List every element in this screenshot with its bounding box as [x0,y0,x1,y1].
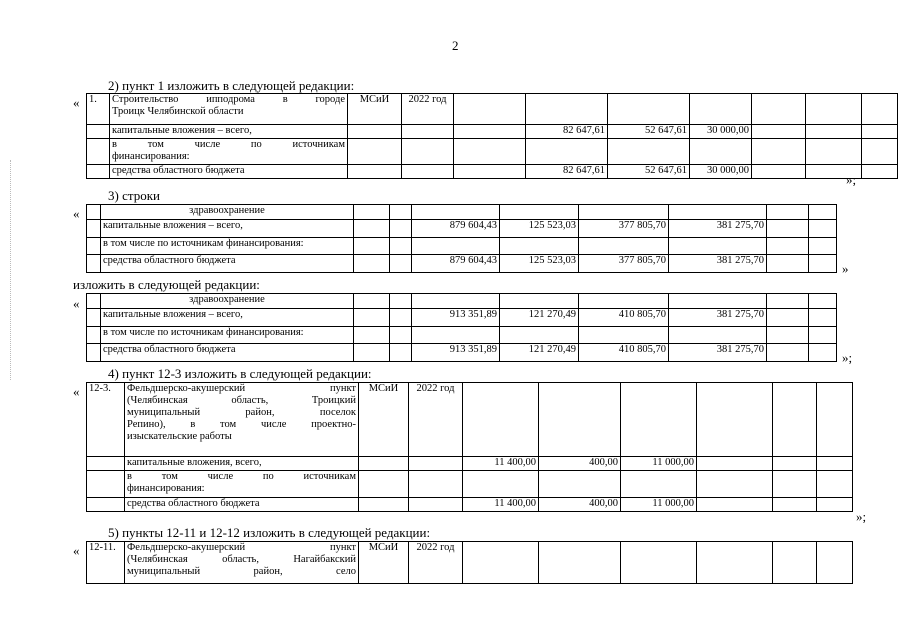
table-row [87,457,853,471]
value-cell: 381 275,70 [669,344,767,362]
value-cell: 913 351,89 [412,344,500,362]
table-row [87,294,837,309]
row-label: капитальные вложения – всего, [101,220,354,238]
row-number: 12-3. [87,383,125,457]
section-3b-open-quote: « [73,296,80,311]
section-3b-table [86,293,837,362]
section-3-open-quote: « [73,206,80,221]
section-3-heading: 3) строки [108,188,160,203]
value-cell: 125 523,03 [500,255,579,273]
row-label: капитальные вложения, всего, [125,457,359,471]
table-row [87,220,837,238]
table-row [87,542,853,584]
year-cell: 2022 год [409,542,463,584]
section-2-heading: 2) пункт 1 изложить в следующей редакции: [108,78,355,93]
value-cell: 30 000,00 [690,125,752,139]
row-label: средства областного бюджета [101,255,354,273]
row-label: средства областного бюджета [110,165,348,179]
year-cell: 2022 год [409,383,463,457]
table-row [87,344,837,362]
section-5-open-quote: « [73,543,80,558]
value-cell: 400,00 [539,498,621,512]
section-3b-close-quote: »; [842,350,853,365]
section-5-table [86,541,853,584]
value-cell: 381 275,70 [669,309,767,327]
section-3b-heading: изложить в следующей редакции: [73,277,260,292]
value-cell: 381 275,70 [669,220,767,238]
table-row [87,327,837,344]
table-row [87,309,837,327]
section-4-open-quote: « [73,384,80,399]
table-row [87,383,853,457]
value-cell: 377 805,70 [579,220,669,238]
year-cell: 2022 год [402,94,454,125]
value-cell: 125 523,03 [500,220,579,238]
row-number: 12-11. [87,542,125,584]
value-cell: 11 400,00 [463,498,539,512]
table-row [87,238,837,255]
object-name: Фельдшерско-акушерский пункт (Челябинская область, Нагайбакский муниципальный район, село [125,542,359,584]
object-name: Фельдшерско-акушерский пункт (Челябинская область, Троицкий муниципальный район, поселок Репино), в том числе проектно- изыскательские работы [125,383,359,457]
object-name: Строительство ипподрома в городе Троицк Челябинской области [110,94,348,125]
row-label: средства областного бюджета [101,344,354,362]
value-cell: 52 647,61 [608,125,690,139]
section-3-table [86,204,837,273]
table-row [87,139,898,165]
value-cell: 30 000,00 [690,165,752,179]
section-2-close-quote: »; [846,172,857,187]
row-label: в том числе по источникам финансирования: [125,471,359,498]
value-cell: 11 000,00 [621,498,697,512]
customer-cell: МСиИ [359,542,409,584]
table-row [87,498,853,512]
value-cell: 381 275,70 [669,255,767,273]
section-4-table [86,382,853,512]
row-label: в том числе по источникам финансирования: [101,238,354,255]
value-cell: 410 805,70 [579,309,669,327]
table-row [87,471,853,498]
value-cell: 52 647,61 [608,165,690,179]
table-row [87,255,837,273]
row-label: средства областного бюджета [125,498,359,512]
section-2-table [86,93,898,179]
row-label: здравоохранение [101,205,354,220]
value-cell: 410 805,70 [579,344,669,362]
value-cell: 121 270,49 [500,309,579,327]
section-4-close-quote: »; [856,509,867,524]
value-cell: 879 604,43 [412,220,500,238]
row-label: в том числе по источникам финансирования: [101,327,354,344]
value-cell: 11 400,00 [463,457,539,471]
row-label: капитальные вложения – всего, [110,125,348,139]
value-cell: 913 351,89 [412,309,500,327]
value-cell: 11 000,00 [621,457,697,471]
section-3-close-quote: » [842,261,849,276]
value-cell: 82 647,61 [526,125,608,139]
margin-line [10,160,12,380]
customer-cell: МСиИ [359,383,409,457]
section-4-heading: 4) пункт 12-3 изложить в следующей редакции: [108,366,372,381]
table-row [87,205,837,220]
section-2-open-quote: « [73,95,80,110]
value-cell: 400,00 [539,457,621,471]
value-cell: 377 805,70 [579,255,669,273]
section-5-heading: 5) пункты 12-11 и 12-12 изложить в следующей редакции: [108,525,431,540]
value-cell: 879 604,43 [412,255,500,273]
value-cell: 121 270,49 [500,344,579,362]
table-row [87,125,898,139]
page-number: 2 [452,38,459,53]
value-cell: 82 647,61 [526,165,608,179]
row-number: 1. [87,94,110,125]
customer-cell: МСиИ [348,94,402,125]
row-label: здравоохранение [101,294,354,309]
table-row [87,165,898,179]
row-label: в том числе по источникам финансирования: [110,139,348,165]
row-label: капитальные вложения – всего, [101,309,354,327]
table-row [87,94,898,125]
